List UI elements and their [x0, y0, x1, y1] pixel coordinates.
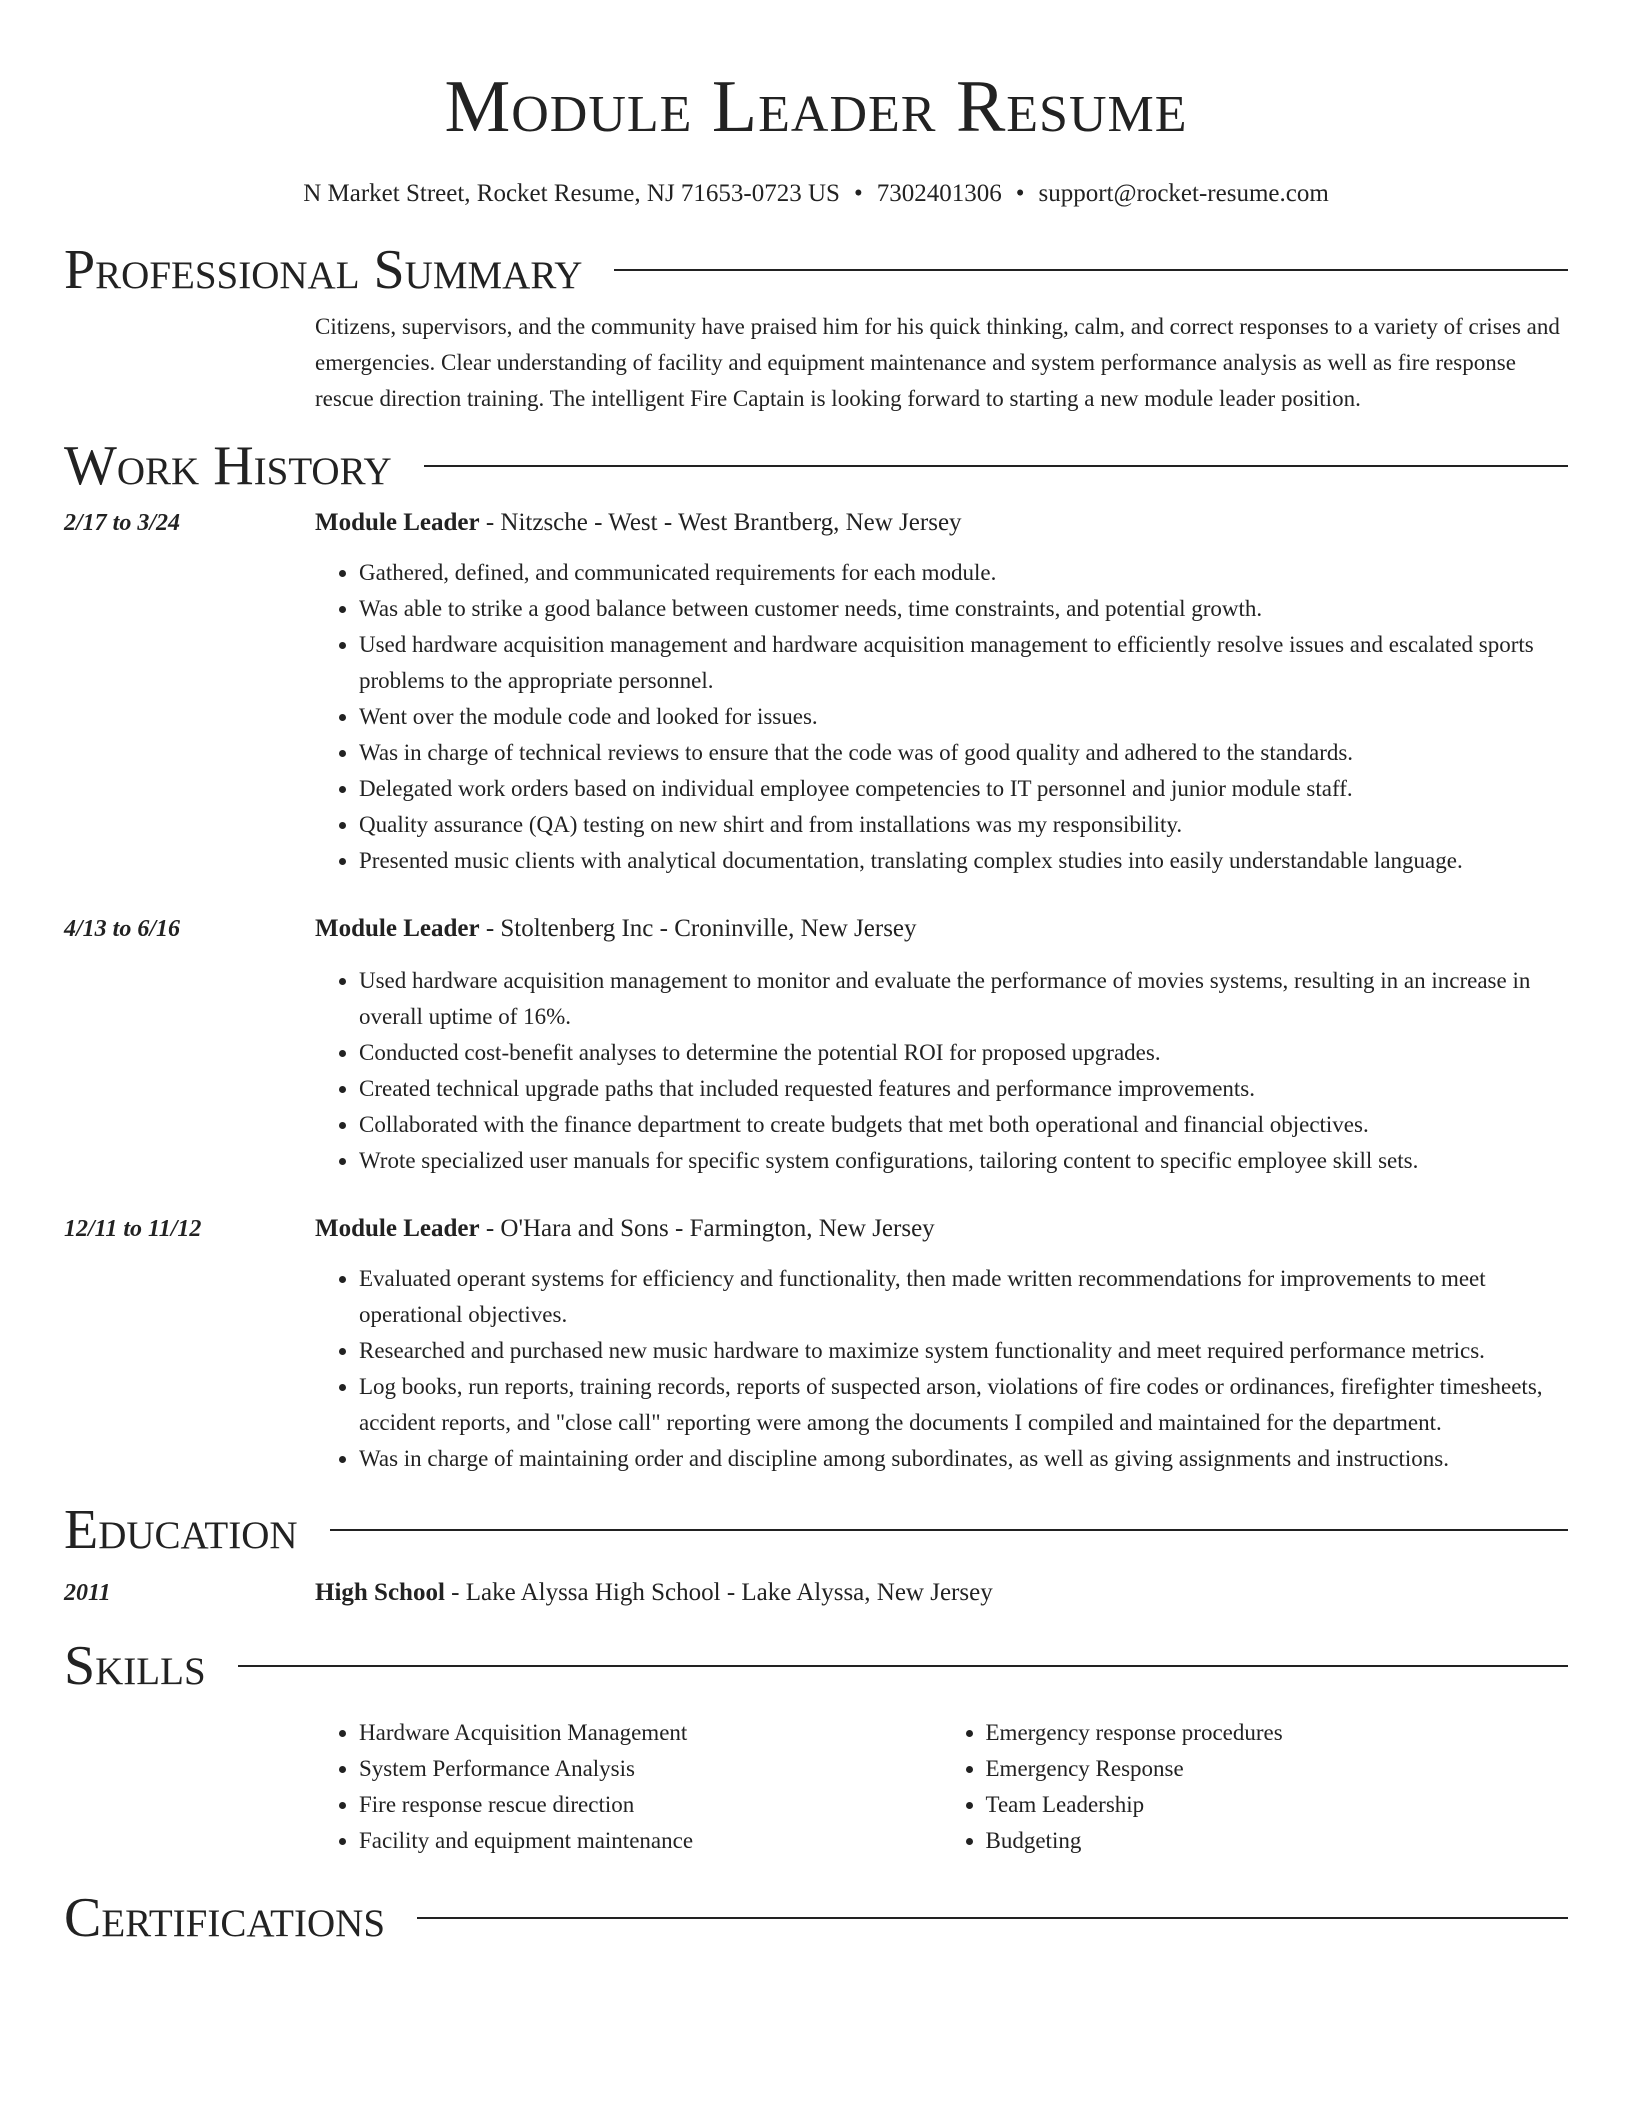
education-year: 2011 [64, 1580, 111, 1606]
contact-phone: 7302401306 [876, 180, 1002, 207]
contact-address: N Market Street, Rocket Resume, NJ 71653-0723 US [303, 180, 840, 207]
skill-item: • Emergency Response [986, 1751, 1569, 1787]
job-body [315, 1213, 1568, 1477]
skill-item: • Budgeting [986, 1823, 1569, 1859]
list-item: • Presented music clients with analytical documentation, translating complex studies into easily understandable language. [359, 843, 1568, 879]
job-bullets [315, 963, 1568, 1179]
section-divider [417, 1917, 1568, 1919]
list-item: • Gathered, defined, and communicated requirements for each module. [359, 555, 1568, 591]
section-divider [238, 1665, 1568, 1667]
page-title: Module Leader Resume [444, 66, 1188, 148]
section-title-summary: Professional Summary [64, 239, 583, 301]
contact-email: support@rocket-resume.com [1038, 180, 1329, 207]
list-item: • Collaborated with the finance department to create budgets that met both operational and financial objectives. [359, 1107, 1568, 1143]
list-item: • Wrote specialized user manuals for specific system configurations, tailoring content to specific employee skill sets. [359, 1143, 1568, 1179]
education-line [315, 1577, 1568, 1609]
list-item: • Went over the module code and looked for issues. [359, 699, 1568, 735]
job-employer: - O'Hara and Sons - Farmington, New Jersey [479, 1215, 935, 1242]
education-degree: High School [315, 1579, 445, 1606]
section-title-certifications: Certifications [64, 1887, 386, 1949]
list-item: • Researched and purchased new music hardware to maximize system functionality and meet required performance metrics. [359, 1333, 1568, 1369]
section-header-skills [64, 1633, 1568, 1699]
list-item: • Delegated work orders based on individual employee competencies to IT personnel and junior module staff. [359, 771, 1568, 807]
skill-item: • Facility and equipment maintenance [359, 1823, 942, 1859]
section-title-work-history: Work History [64, 435, 392, 497]
job-title-line [315, 507, 1568, 539]
section-divider [424, 465, 1568, 467]
section-header-summary [64, 237, 1568, 303]
job-body [315, 507, 1568, 879]
list-item: • Log books, run reports, training records, reports of suspected arson, violations of fire codes or ordinances, firefighter timesheets, accident reports, and "close call" reporting were among the documents I compiled and maintained for the department. [359, 1369, 1568, 1441]
list-item: • Was in charge of maintaining order and discipline among subordinates, as well as giving assignments and instructions. [359, 1441, 1568, 1477]
job-title-line [315, 1213, 1568, 1245]
contact-separator: • [1015, 180, 1025, 207]
list-item: • Conducted cost-benefit analyses to determine the potential ROI for proposed upgrades. [359, 1035, 1568, 1071]
skill-item: • Team Leadership [986, 1787, 1569, 1823]
job-title: Module Leader [315, 509, 480, 536]
list-item: • Quality assurance (QA) testing on new shirt and from installations was my responsibility. [359, 807, 1568, 843]
skill-item: • Fire response rescue direction [359, 1787, 942, 1823]
skills-column-left [315, 1715, 942, 1859]
resume-page [64, 0, 1568, 1951]
section-header-certifications [64, 1885, 1568, 1951]
job-employer: - Stoltenberg Inc - Croninville, New Jersey [479, 915, 917, 942]
job-bullets [315, 1261, 1568, 1477]
job-dates: 12/11 to 11/12 [64, 1216, 202, 1242]
job-body [315, 913, 1568, 1179]
contact-line [64, 178, 1568, 210]
skills-column-right [942, 1715, 1569, 1859]
list-item: • Was able to strike a good balance between customer needs, time constraints, and potential growth. [359, 591, 1568, 627]
skill-item: • Hardware Acquisition Management [359, 1715, 942, 1751]
list-item: • Used hardware acquisition management to monitor and evaluate the performance of movies systems, resulting in an increase in overall uptime of 16%. [359, 963, 1568, 1035]
education-school: - Lake Alyssa High School - Lake Alyssa, New Jersey [444, 1579, 993, 1606]
list-item: • Used hardware acquisition management and hardware acquisition management to efficiently resolve issues and escalated sports problems to the appropriate personnel. [359, 627, 1568, 699]
job-title-line [315, 913, 1568, 945]
job-bullets [315, 555, 1568, 879]
job-title: Module Leader [315, 915, 480, 942]
section-title-skills: Skills [64, 1635, 206, 1697]
education-entry [64, 1577, 1568, 1609]
section-title-education: Education [64, 1499, 298, 1561]
education-body [315, 1577, 1568, 1609]
job-dates: 2/17 to 3/24 [64, 510, 181, 536]
job-entry [64, 913, 1568, 1179]
skill-item: • Emergency response procedures [986, 1715, 1569, 1751]
job-dates: 4/13 to 6/16 [64, 916, 181, 942]
job-title: Module Leader [315, 1215, 480, 1242]
skills-list [315, 1715, 1568, 1859]
list-item: • Was in charge of technical reviews to ensure that the code was of good quality and adhered to the standards. [359, 735, 1568, 771]
section-divider [614, 269, 1568, 271]
summary-text: Citizens, supervisors, and the community have praised him for his quick thinking, calm, and correct responses to a variety of crises and emergencies. Clear understanding of facility and equipment maintenance and system performance analysis as well as fire response rescue direction training. The intelligent Fire Captain is looking forward to starting a new module leader position. [315, 314, 1560, 411]
skill-item: • System Performance Analysis [359, 1751, 942, 1787]
section-header-work-history [64, 433, 1568, 499]
contact-separator: • [853, 180, 863, 207]
job-employer: - Nitzsche - West - West Brantberg, New Jersey [479, 509, 962, 536]
list-item: • Evaluated operant systems for efficiency and functionality, then made written recommendations for improvements to meet operational objectives. [359, 1261, 1568, 1333]
section-divider [330, 1529, 1568, 1531]
list-item: • Created technical upgrade paths that included requested features and performance improvements. [359, 1071, 1568, 1107]
section-header-education [64, 1497, 1568, 1563]
job-entry [64, 1213, 1568, 1477]
job-entry [64, 507, 1568, 879]
